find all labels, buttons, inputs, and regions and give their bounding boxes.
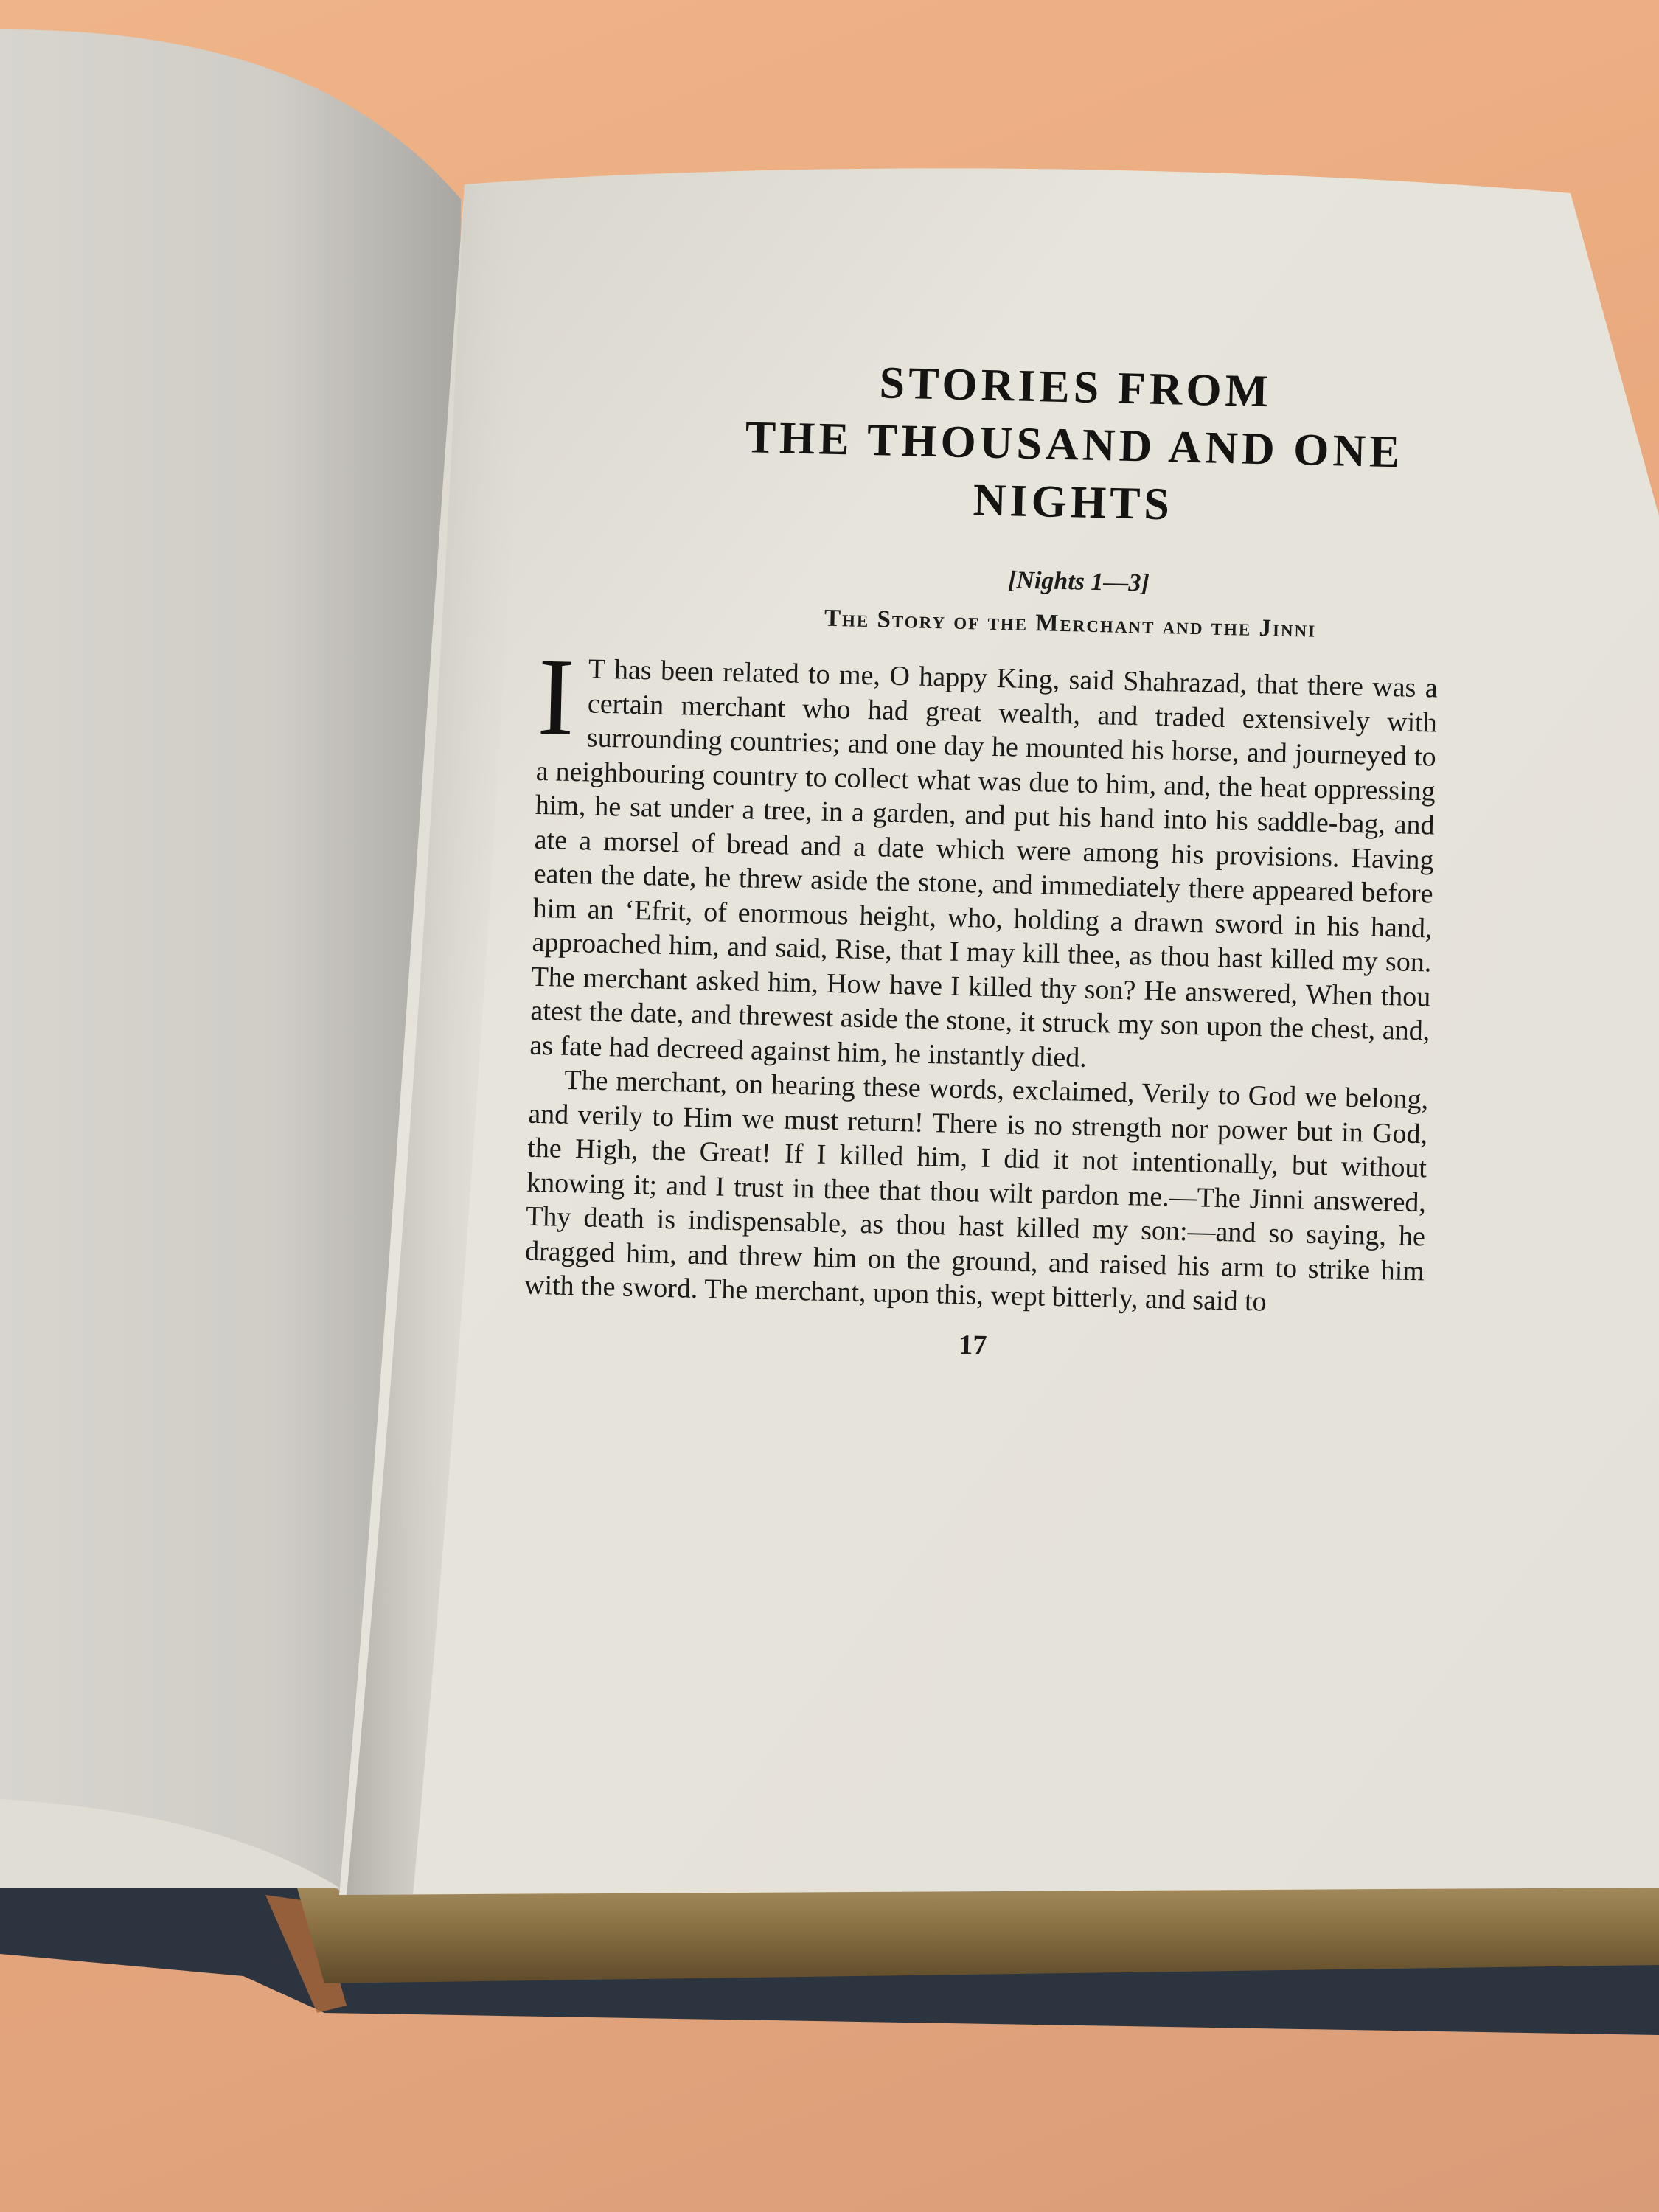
page-number: 17 <box>958 1329 987 1361</box>
paragraph-1 <box>529 635 1439 1083</box>
book-title-line-3: NIGHTS <box>973 475 1174 530</box>
right-page-text <box>523 347 1578 1374</box>
book-title-line-2: THE THOUSAND AND ONE <box>745 412 1405 478</box>
book-title-line-1: STORIES FROM <box>878 358 1273 417</box>
story-body <box>524 635 1439 1323</box>
story-title: The Story of the Merchant and the Jinni <box>824 605 1317 643</box>
section-heading: [Nights 1—3] <box>1007 566 1150 597</box>
book-title <box>571 347 1578 543</box>
paragraph-1-text: T has been related to me, O happy King, said Shahrazad, that there was a certain merchant who had great wealth, and traded extensively with surrounding countries; and one day he mounted his horse, and journeyed to a neighbouring country to collect what was due to him, and, the heat oppressing him, he sat under a tree, in a garden, and put his hand into his saddle-bag, and ate a morsel of bread and a date which were among his provisions. Having eaten the date, he threw aside the stone, and immediately there appeared before him an ‘Efrit, of enormous height, who, holding a drawn sword in his hand, approached him, and said, Rise, that I may kill thee, as thou hast killed my son. The merchant asked him, How have I killed thy son? He answered, When thou atest the date, and threwest aside the stone, it struck my son upon the chest, and, as fate had decreed against him, he instantly died. <box>529 653 1439 1074</box>
drop-cap: I <box>536 635 577 759</box>
paragraph-2: The merchant, on hearing these words, exclaimed, Verily to God we belong, and verily to Him we must return! There is no strength nor power but in God, the High, the Great! If I killed him, I did it not intentionally, but without knowing it; and I trust in thee that thou wilt pardon me.—The Jinni answered, Thy death is indispensable, as thou hast killed my son:—and so saying, he dragged him, and threw him on the ground, and raised his arm to strike him with the sword. The merchant, upon this, wept bitterly, and said to <box>524 1064 1429 1318</box>
